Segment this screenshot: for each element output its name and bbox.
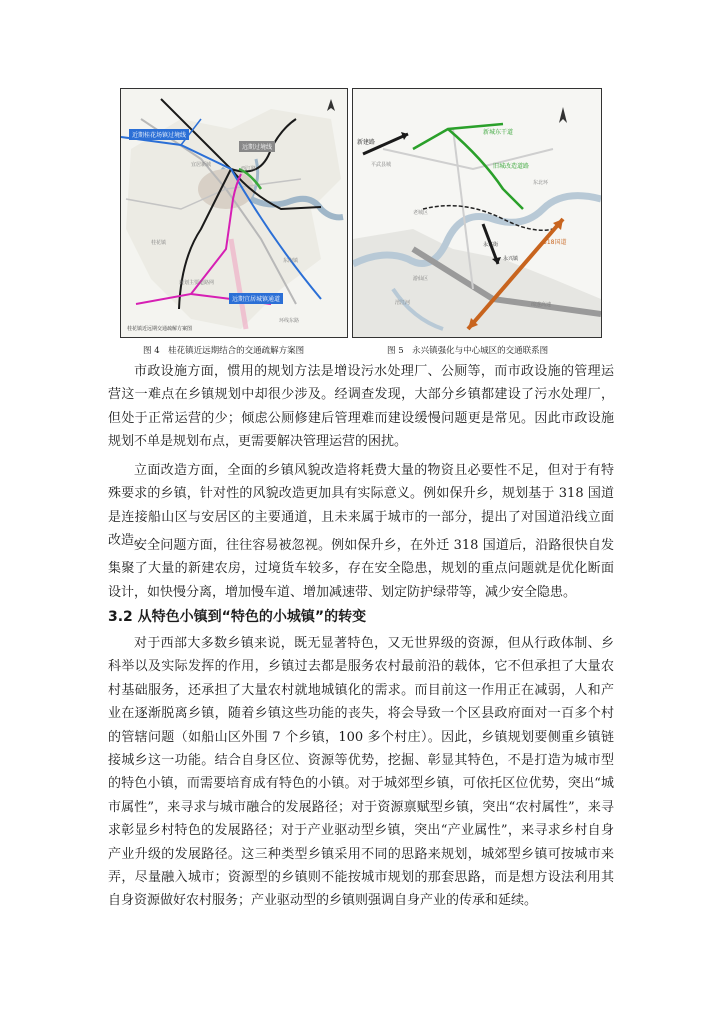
paragraph-safety	[108, 534, 614, 604]
fig5-road5: 涪江河	[395, 300, 411, 306]
figure-5-map-graphic	[353, 89, 601, 337]
figure-5-caption: 图 5 永兴镇强化与中心城区的交通联系图	[387, 346, 549, 356]
fig5-tag-green2: 旧城改造道路	[493, 163, 530, 170]
section-heading: 3.2 从特色小镇到“特色的小城镇”的转变	[108, 609, 367, 625]
figure-4-caption: 图 4 桂花镇近远期结合的交通疏解方案图	[143, 346, 305, 356]
fig5-tag-green1: 新城东干道	[483, 129, 514, 136]
fig4-road3: 桂花镇	[151, 240, 167, 246]
figure-4-map	[120, 88, 348, 338]
fig4-tag-far: 远期过境线	[239, 141, 275, 152]
fig5-tag-new: 新建路	[357, 139, 376, 146]
fig5-road4: 老城区	[413, 210, 429, 216]
fig4-road5: 东南镇	[283, 258, 299, 264]
fig5-road7: 东北环	[533, 180, 549, 186]
paragraph-text: 立面改造方面，全面的乡镇风貌改造将耗费大量的物资且必要性不足，但对于有特殊要求的乡镇，针对性的风貌改造更加具有实际意义。例如保升乡，规划基于 318 国道是连接船山区与安居区的主要通道，且未来属于城市的一部分，提出了对国道沿线立面改造。	[108, 463, 614, 549]
fig4-road2: 宜居新城	[191, 162, 212, 168]
figure-5-map	[352, 88, 602, 338]
paragraph-text: 安全问题方面，往往容易被忽视。例如保升乡，在外迁 318 国道后，沿路很快自发集聚了大量的新建农房，过境货车较多，存在安全隐患，规划的重点问题就是优化断面设计，如快慢分离，增加慢车道、增加减速带、划定防护绿带等，减少安全隐患。	[108, 538, 614, 600]
paragraph-characteristic-towns	[108, 632, 614, 913]
fig4-tag-bypass: 远期宜居城镇通道	[229, 293, 283, 304]
fig5-road1: 平武县城	[371, 162, 392, 168]
paragraph-text: 对于西部大多数乡镇来说，既无显著特色，又无世界级的资源，但从行政体制、乡科举以及实际发挥的作用，乡镇过去都是服务农村最前沿的载体，它不但承担了大量农村基础服务，还承担了大量农村就地城镇化的需求。而目前这一作用正在减弱，人和产业在逐渐脱离乡镇，随着乡镇这些功能的丧失，将会导致一个区县政府面对一百多个村的管辖问题（如船山区外围 7 个乡镇，100 多个村庄）。因此，乡镇规划要侧重乡镇链接城乡这一功能。结合自身区位、资源等优势，挖掘、彰显其特色，不是打造为城市型的特色小镇，而需要培育成有特色的小镇。对于城郊型乡镇，可依托区位优势，突出“城市属性”，来寻求与城市融合的发展路径；对于资源禀赋型乡镇，突出“农村属性”，来寻求彰显乡村特色的发展路径；对于产业驱动型乡镇，突出“产业属性”，来寻求乡村自身产业升级的发展路径。这三种类型乡镇采用不同的思路来规划，城郊型乡镇可按城市来弄，尽量融入城市；资源型的乡镇则不能按城市规划的那套思路，而是想方设法利用其自身资源做好农村服务；产业驱动型的乡镇则强调自身产业的传承和延续。	[108, 636, 614, 909]
fig5-tag-318: 318国道	[543, 239, 567, 246]
paragraph-text: 市政设施方面，惯用的规划方法是增设污水处理厂、公厕等，而市政设施的管理运营这一难点在乡镇规划中却很少涉及。经调查发现，大部分乡镇都建设了污水处理厂，但处于正常运营的少；倾虑公厕修建后管理难而建设缓慢问题更是常见。因此市政设施规划不单是规划布点，更需要解决管理运营的困扰。	[108, 364, 614, 450]
paragraph-municipal	[108, 360, 614, 454]
fig4-tag-near: 近期桂花场镇过境线	[129, 129, 189, 140]
fig5-road6: 绵遂高速	[531, 302, 552, 308]
fig5-road2: 永兴镇	[503, 256, 519, 262]
fig4-road6: 环线东路	[279, 318, 300, 324]
fig4-road4: 规划主要道路网	[179, 280, 215, 286]
fig4-corner-title: 桂花镇近远期交通疏解方案图	[127, 326, 193, 332]
fig5-road3: 永兴街	[483, 242, 499, 248]
fig4-road1: 西江路	[241, 166, 257, 172]
fig5-road8: 游仙区	[413, 276, 429, 282]
